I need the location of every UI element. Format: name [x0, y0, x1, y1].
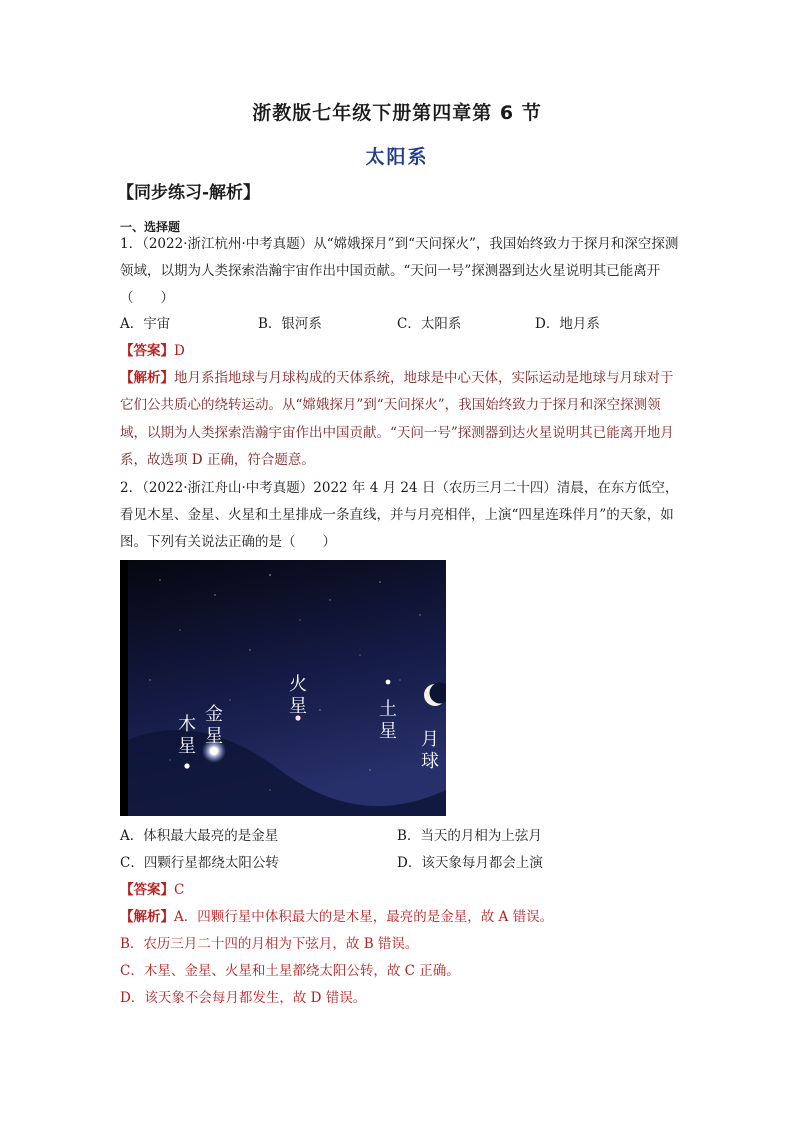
q1-option-d: D．地月系	[535, 316, 600, 332]
page-subtitle: 太阳系	[365, 146, 429, 168]
q2-answer	[120, 877, 184, 904]
label-mars-char-2: 星	[289, 696, 307, 717]
jupiter-star	[184, 763, 189, 768]
label-venus-char-2: 星	[205, 726, 223, 747]
q2-options-row1	[120, 823, 680, 850]
q2-analysis-label: 【解析】	[120, 909, 174, 925]
q2-option-c: C．四颗行星都绕太阳公转	[120, 855, 279, 871]
q1-answer-value: D	[174, 343, 185, 359]
q2-analysis-c: C．木星、金星、火星和土星都绕太阳公转，故 C 正确。	[120, 963, 460, 979]
q2-analysis-line-1	[120, 904, 553, 931]
page-title: 浙教版七年级下册第四章第 6 节	[252, 102, 542, 124]
saturn-star	[386, 680, 391, 685]
q1-stem: 1．（2022·浙江杭州·中考真题）从“嫦娥探月”到“天问探火”，我国始终致力于探月和深空探测领域，以期为人类探索浩瀚宇宙作出中国贡献。“天问一号”探测器到达火星说明其已能离开（ ）	[120, 236, 679, 306]
q2-stem: 2．（2022·浙江舟山·中考真题）2022 年 4 月 24 日（农历三月二十四）清晨，在东方低空，看见木星、金星、火星和土星排成一条直线，并与月亮相伴，上演“四星连珠伴月”的天象，如图。下列有关说法正确的是（ ）	[120, 480, 679, 550]
q1-analysis-text: 地月系指地球与月球构成的天体系统，地球是中心天体，实际运动是地球与月球对于它们公共质心的绕转运动。从“嫦娥探月”到“天问探火”，我国始终致力于探月和深空探测领域，以期为人类探索浩瀚宇宙作出中国贡献。“天问一号”探测器到达火星说明其已能离开地月系，故选项 D 正确，符合题意。	[120, 370, 674, 468]
q1-option-a: A．宇宙	[120, 316, 171, 332]
venus-star	[210, 747, 218, 755]
q1-analysis-label: 【解析】	[120, 370, 174, 386]
q2-answer-label: 【答案】	[120, 882, 174, 898]
q1-answer	[120, 338, 185, 365]
q1-answer-label: 【答案】	[120, 343, 174, 359]
q2-option-d: D．该天象每月都会上演	[397, 855, 543, 871]
label-moon: 月球	[421, 729, 439, 772]
q2-analysis-b: B．农历三月二十四的月相为下弦月，故 B 错误。	[120, 936, 419, 952]
label-saturn-char-2: 星	[379, 721, 397, 742]
q2-option-b: B．当天的月相为上弦月	[397, 828, 542, 844]
q1-options	[120, 311, 680, 338]
label-mars: 火星	[289, 674, 307, 717]
q1-option-c: C．太阳系	[397, 316, 462, 332]
label-jupiter-1-char-2: 星	[178, 736, 196, 757]
q2-options-row2	[120, 850, 680, 877]
night-sky-figure	[120, 560, 446, 816]
q2-analysis-d: D．该天象不会每月都发生，故 D 错误。	[120, 990, 367, 1006]
night-sky-image	[120, 560, 446, 816]
q2-option-a: A．体积最大最亮的是金星	[120, 828, 279, 844]
q2-analysis-a: A．四颗行星中体积最大的是木星，最亮的是金星，故 A 错误。	[174, 909, 554, 925]
section-heading: 【同步练习-解析】	[117, 183, 261, 203]
part-heading: 一、选择题	[120, 220, 181, 234]
q1-option-b: B．银河系	[258, 316, 322, 332]
q2-answer-value: C	[174, 882, 185, 898]
label-venus: 金星	[205, 704, 223, 747]
q1-analysis	[120, 365, 680, 474]
label-saturn: 土星	[379, 699, 397, 742]
label-moon-char-2: 球	[421, 751, 439, 772]
label-jupiter-1: 木星	[178, 714, 196, 757]
